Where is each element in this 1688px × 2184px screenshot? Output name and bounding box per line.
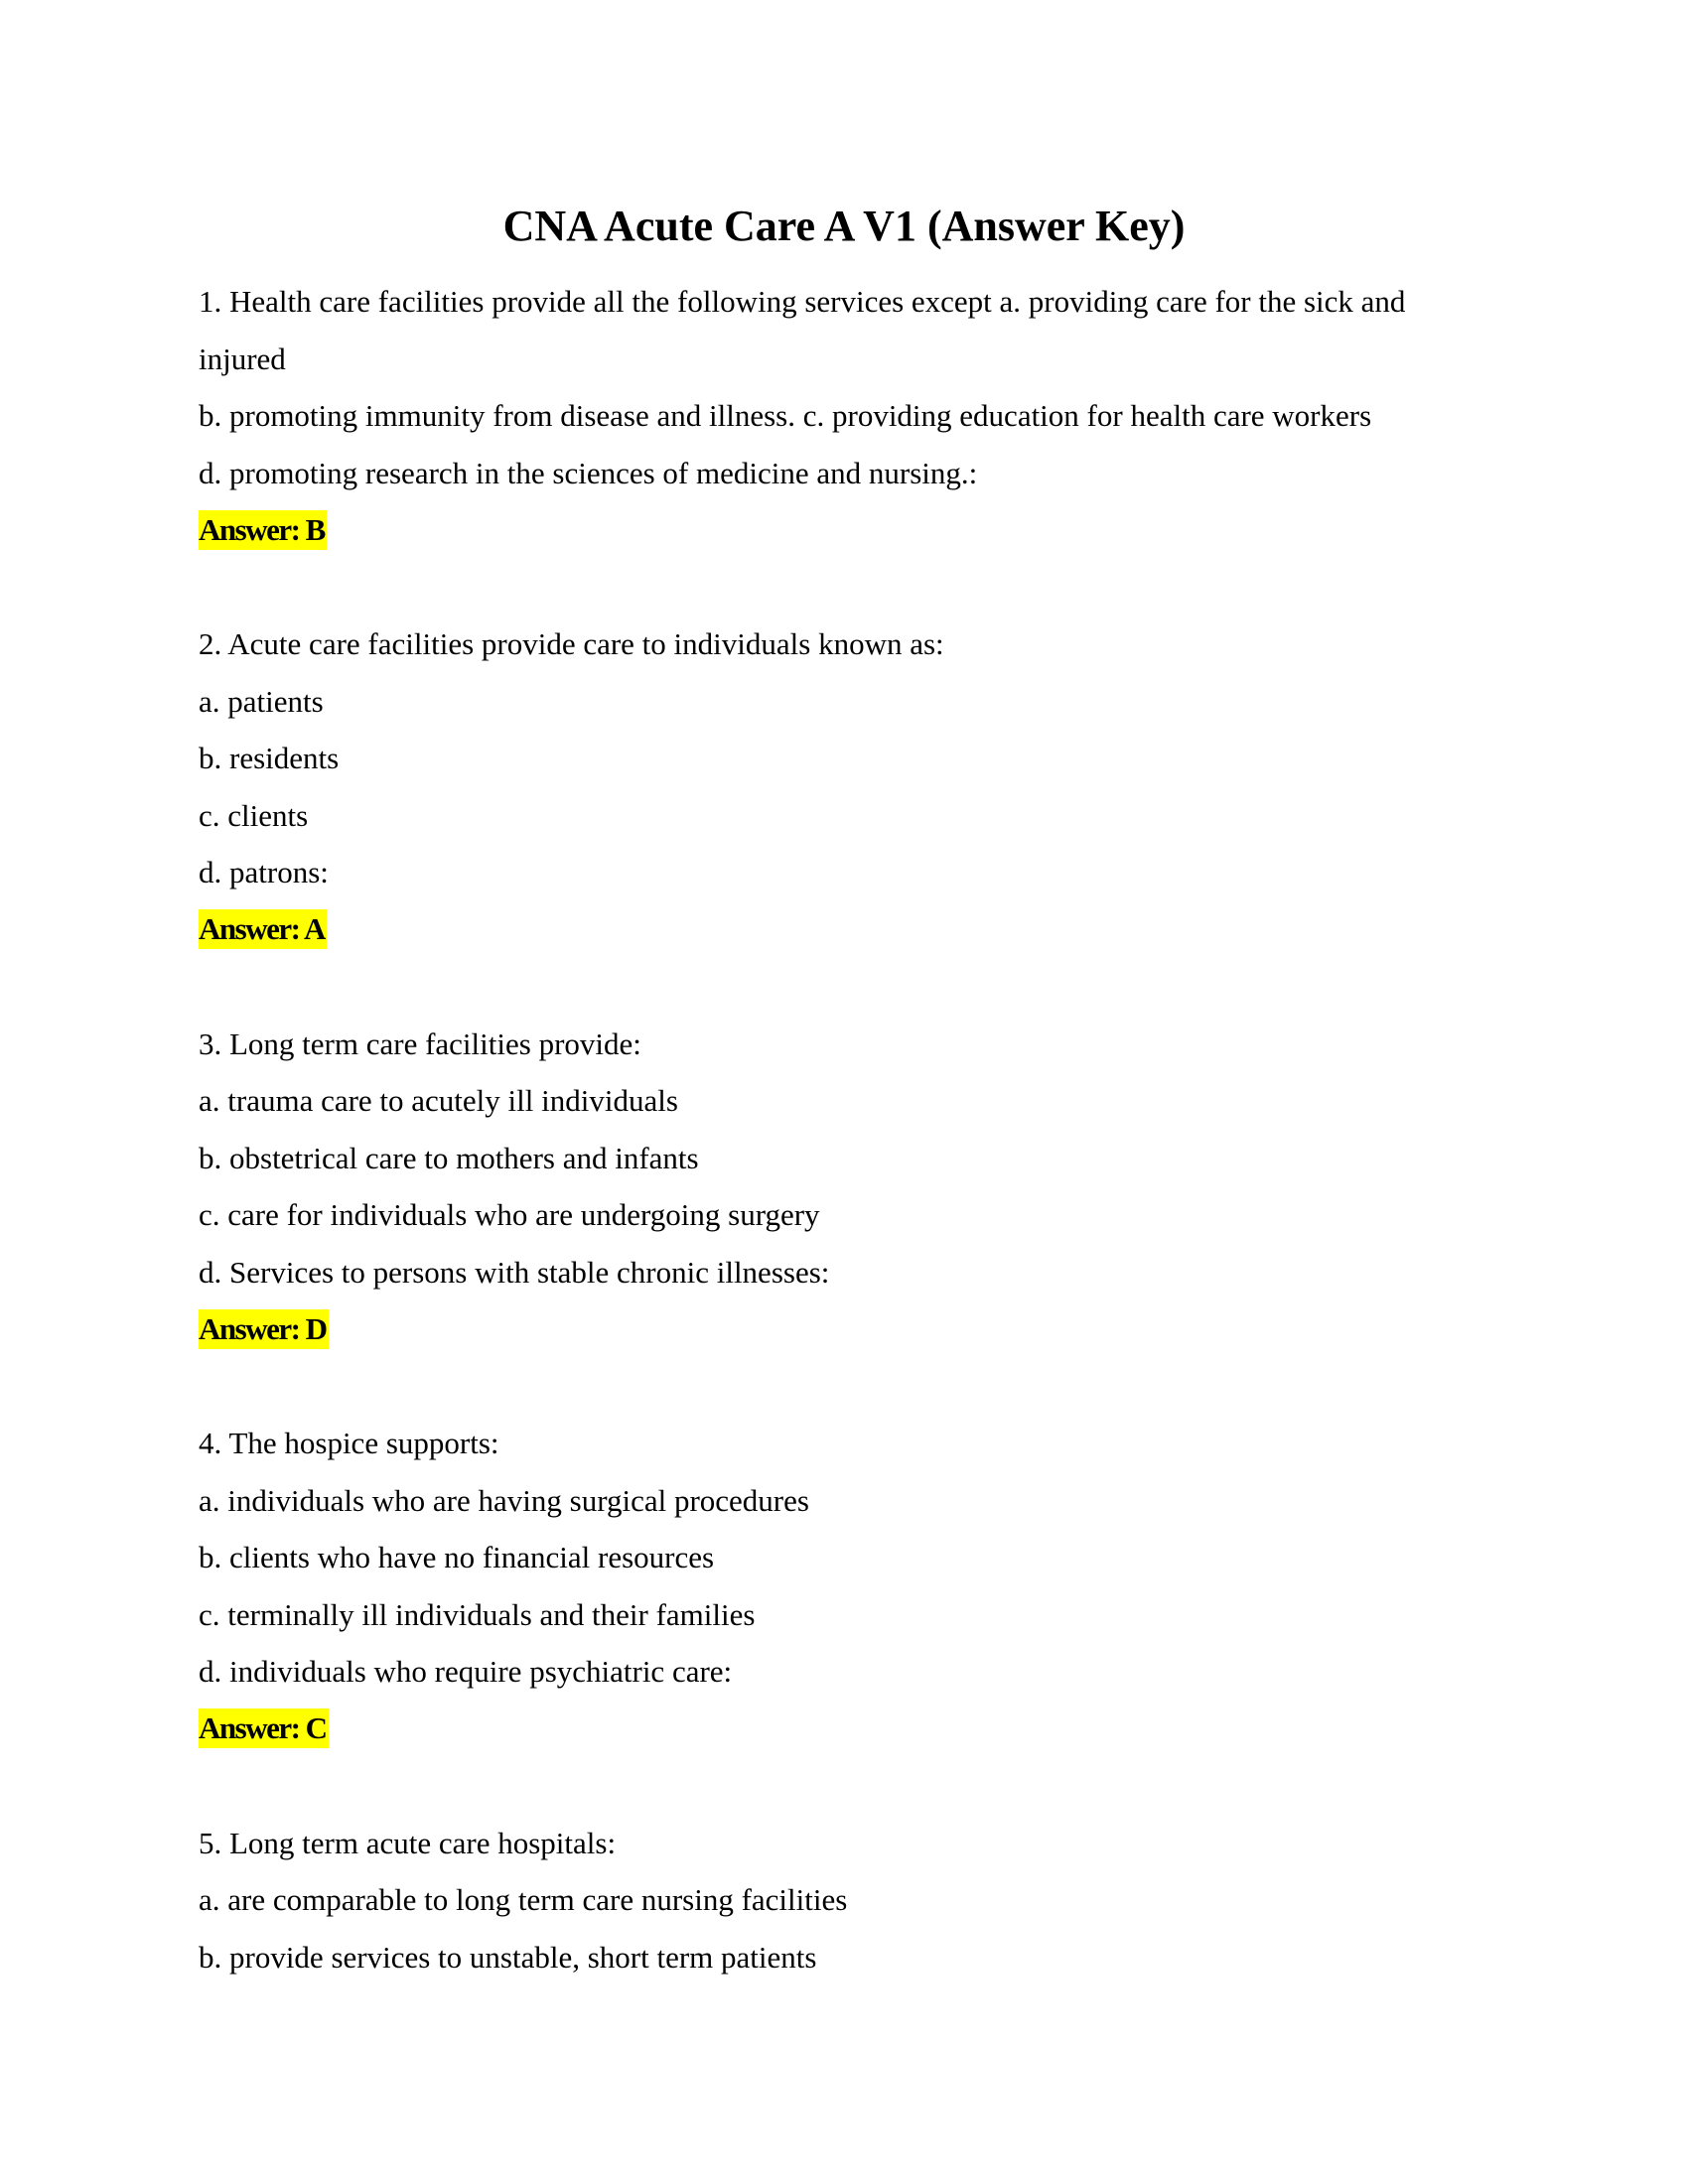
answer-row: [199, 1300, 1489, 1358]
question-5: [199, 1815, 1489, 1986]
question-text-continued: injured: [199, 341, 286, 376]
answer-row: [199, 901, 1489, 959]
question-text: 4. The hospice supports:: [199, 1426, 499, 1460]
answer-key-highlight: Answer: D: [199, 1309, 329, 1349]
question-text: 2. Acute care facilities provide care to individuals known as:: [199, 626, 944, 661]
question-2: [199, 615, 1489, 958]
spacer: [199, 1757, 1489, 1815]
answer-option: b. residents: [199, 741, 340, 775]
answer-key-highlight: Answer: B: [199, 510, 327, 550]
question-3: [199, 1016, 1489, 1358]
answer-row: [199, 1701, 1489, 1758]
answer-option: b. promoting immunity from disease and illness. c. providing education for health care workers: [199, 398, 1372, 433]
spacer: [199, 958, 1489, 1016]
answer-option: a. trauma care to acutely ill individuals: [199, 1083, 678, 1118]
answer-option: a. are comparable to long term care nursing facilities: [199, 1882, 848, 1917]
answer-option: d. promoting research in the sciences of medicine and nursing.:: [199, 455, 978, 490]
question-text: 5. Long term acute care hospitals:: [199, 1825, 617, 1860]
answer-option: c. terminally ill individuals and their families: [199, 1596, 756, 1632]
answer-option: a. individuals who are having surgical procedures: [199, 1482, 809, 1518]
question-list: [199, 273, 1489, 1985]
question-4: [199, 1415, 1489, 1757]
answer-option: d. patrons:: [199, 855, 329, 889]
spacer: [199, 1358, 1489, 1416]
answer-option: a. patients: [199, 683, 324, 719]
question-text: 3. Long term care facilities provide:: [199, 1025, 641, 1061]
spacer: [199, 559, 1489, 616]
answer-option: b. obstetrical care to mothers and infants: [199, 1140, 699, 1175]
question-text: 1. Health care facilities provide all the following services except a. providing care for the sick and: [199, 284, 1406, 319]
page-title: CNA Acute Care A V1 (Answer Key): [502, 202, 1186, 250]
question-1: [199, 273, 1489, 559]
answer-option: b. provide services to unstable, short term patients: [199, 1939, 817, 1975]
answer-row: [199, 501, 1489, 559]
answer-option: d. individuals who require psychiatric care:: [199, 1654, 733, 1689]
answer-option: d. Services to persons with stable chronic illnesses:: [199, 1254, 830, 1290]
answer-option: c. clients: [199, 797, 309, 833]
answer-key-highlight: Answer: C: [199, 1708, 329, 1748]
answer-key-highlight: Answer: A: [199, 909, 327, 949]
answer-option: c. care for individuals who are undergoing surgery: [199, 1197, 820, 1232]
answer-option: b. clients who have no financial resources: [199, 1540, 715, 1574]
